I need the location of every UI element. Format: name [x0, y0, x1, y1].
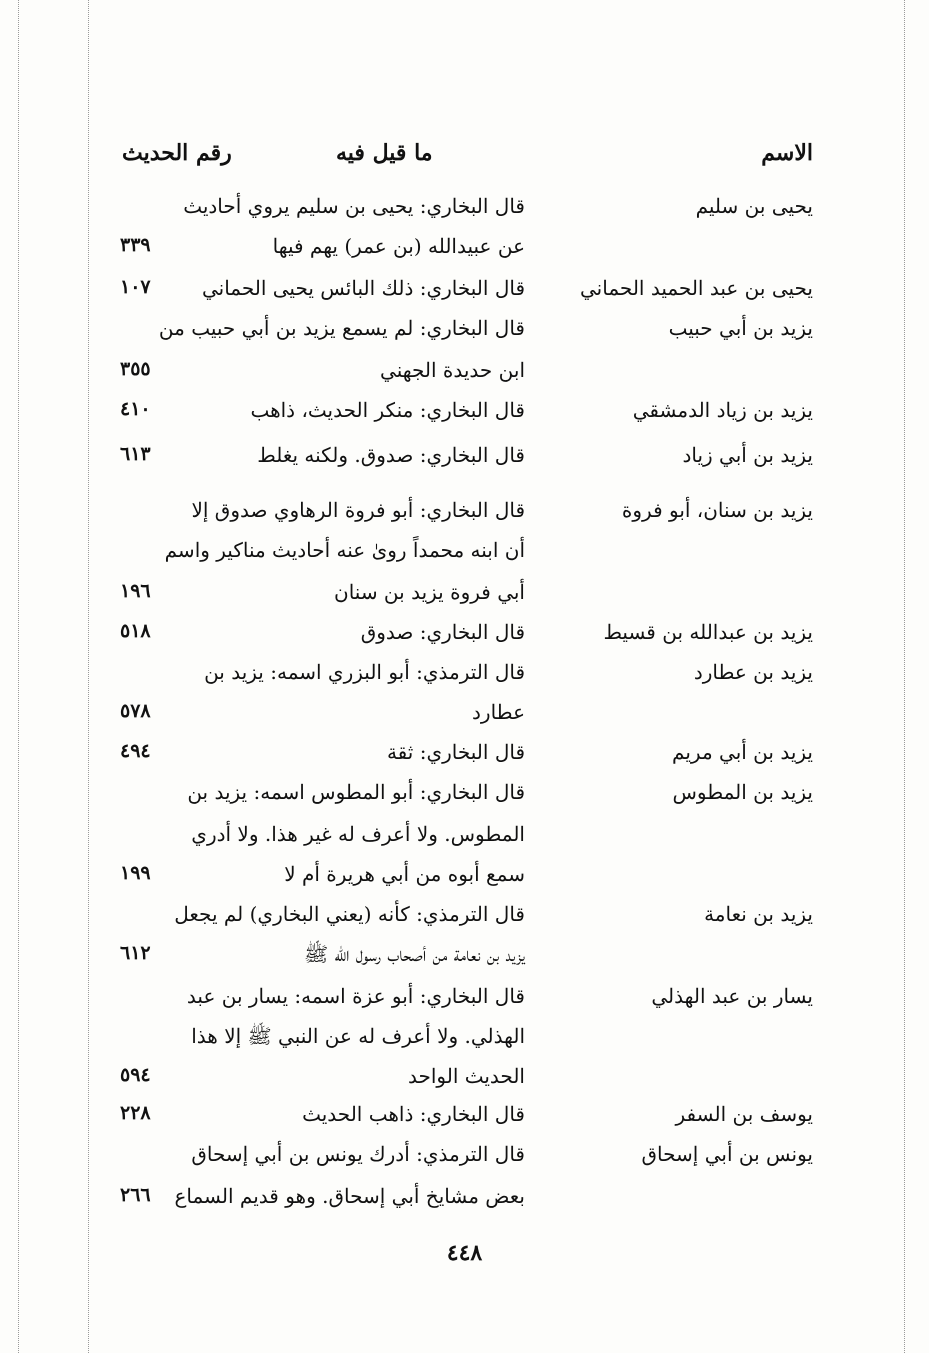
narrator-statement-line: عطارد	[472, 700, 525, 724]
narrator-name: يوسف بن السفر	[675, 1102, 813, 1126]
narrator-statement-line: أبي فروة يزيد بن سنان	[334, 580, 525, 604]
narrator-statement-line: أن ابنه محمداً روىٰ عنه أحاديث مناكير واسم	[164, 538, 525, 562]
margin-guide-left	[18, 0, 19, 1353]
margin-guide-right	[904, 0, 905, 1353]
header-said: ما قيل فيه	[336, 140, 433, 166]
narrator-statement-line: سمع أبوه من أبي هريرة أم لا	[284, 862, 525, 886]
narrator-name: يونس بن أبي إسحاق	[641, 1142, 813, 1166]
margin-guide-inner	[88, 0, 89, 1353]
narrator-statement-line: قال الترمذي: أدرك يونس بن أبي إسحاق	[191, 1142, 525, 1166]
narrator-statement-line: قال البخاري: أبو المطوس اسمه: يزيد بن	[187, 780, 525, 804]
hadith-number: ١٩٩	[120, 862, 151, 884]
narrator-statement-line: يزيد بن نعامة من أصحاب رسول الله ﷺ	[303, 942, 525, 966]
narrator-statement-line: بعض مشايخ أبي إسحاق. وهو قديم السماع	[174, 1184, 525, 1208]
narrator-name: يزيد بن عبدالله بن قسيط	[603, 620, 813, 644]
narrator-statement-line: قال البخاري: ذاهب الحديث	[302, 1102, 525, 1126]
hadith-number: ١٩٦	[120, 580, 151, 602]
narrator-statement-line: قال البخاري: ثقة	[386, 740, 525, 764]
narrator-statement-line: قال البخاري: يحيى بن سليم يروي أحاديث	[183, 194, 525, 218]
narrator-name: يزيد بن زياد الدمشقي	[632, 398, 813, 422]
narrator-statement-line: قال الترمذي: أبو البزري اسمه: يزيد بن	[204, 660, 525, 684]
narrator-name: يزيد بن أبي حبيب	[668, 316, 813, 340]
narrator-statement-line: قال البخاري: صدوق	[360, 620, 525, 644]
hadith-number: ٥٩٤	[120, 1064, 151, 1086]
narrator-statement-line: المطوس. ولا أعرف له غير هذا. ولا أدري	[191, 822, 525, 846]
narrator-name: يحيى بن سليم	[695, 194, 813, 218]
hadith-number: ٤٩٤	[120, 740, 151, 762]
narrator-name: يسار بن عبد الهذلي	[651, 984, 813, 1008]
hadith-number: ٥١٨	[120, 620, 151, 642]
narrator-name: يزيد بن المطوس	[672, 780, 813, 804]
hadith-number: ٢٦٦	[120, 1184, 151, 1206]
narrator-statement-line: ابن حديدة الجهني	[380, 358, 525, 382]
narrator-statement-line: الحديث الواحد	[407, 1064, 525, 1088]
narrator-name: يزيد بن أبي زياد	[682, 443, 813, 467]
narrator-name: يحيى بن عبد الحميد الحماني	[580, 276, 813, 300]
hadith-number: ٣٥٥	[120, 358, 151, 380]
hadith-number: ٦١٣	[120, 443, 151, 465]
narrator-name: يزيد بن نعامة	[704, 902, 813, 926]
hadith-number: ١٠٧	[120, 276, 151, 298]
narrator-statement-line: قال البخاري: أبو عزة اسمه: يسار بن عبد	[186, 984, 525, 1008]
narrator-statement-line: عن عبيدالله (بن عمر) يهم فيها	[272, 234, 525, 258]
narrator-statement-line: قال البخاري: ذلك البائس يحيى الحماني	[201, 276, 525, 300]
narrator-name: يزيد بن أبي مريم	[672, 740, 813, 764]
page-number: ٤٤٨	[446, 1240, 483, 1266]
narrator-statement-line: قال البخاري: صدوق. ولكنه يغلط	[257, 443, 525, 467]
narrator-name: يزيد بن عطارد	[693, 660, 813, 684]
narrator-statement-line: قال البخاري: منكر الحديث، ذاهب	[250, 398, 525, 422]
narrator-statement-line: الهذلي. ولا أعرف له عن النبي ﷺ إلا هذا	[191, 1024, 525, 1048]
hadith-number: ٦١٢	[120, 942, 151, 964]
hadith-number: ٥٧٨	[120, 700, 151, 722]
narrator-name: يزيد بن سنان، أبو فروة	[621, 498, 813, 522]
hadith-number: ٢٢٨	[120, 1102, 151, 1124]
narrator-statement-line: قال الترمذي: كأنه (يعني البخاري) لم يجعل	[174, 902, 525, 926]
hadith-number: ٤١٠	[120, 398, 151, 420]
header-hadith-number: رقم الحديث	[122, 140, 232, 166]
narrator-statement-line: قال البخاري: لم يسمع يزيد بن أبي حبيب من	[158, 316, 525, 340]
header-name: الاسم	[761, 140, 813, 166]
narrator-statement-line: قال البخاري: أبو فروة الرهاوي صدوق إلا	[191, 498, 525, 522]
hadith-number: ٣٣٩	[120, 234, 151, 256]
